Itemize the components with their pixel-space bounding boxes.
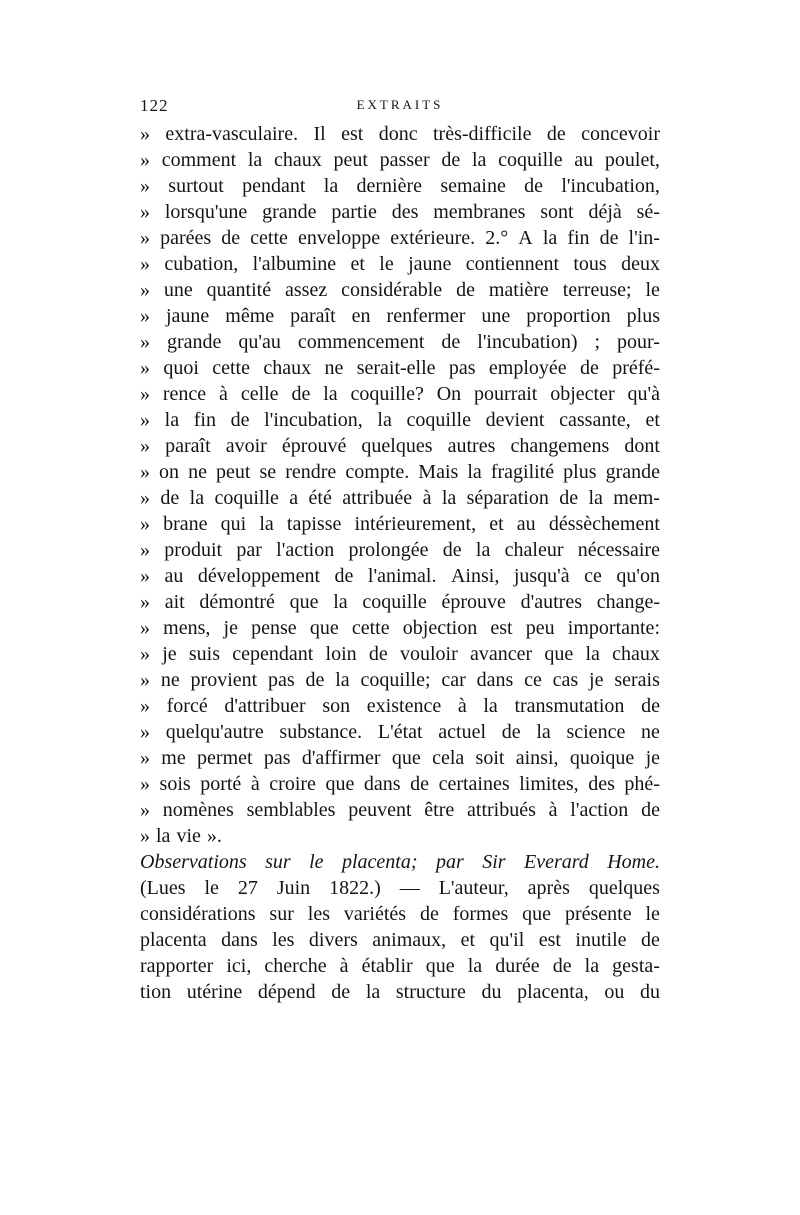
text-line: » parées de cette enveloppe extérieure. 2.° A la fin de l'in- [140,227,660,249]
text-line: » grande qu'au commencement de l'incubation) ; pour- [140,331,660,353]
text-line: » cubation, l'albumine et le jaune contiennent tous deux [140,253,660,275]
text-line: » nomènes semblables peuvent être attribués à l'action de [140,799,660,821]
text-line: » au développement de l'animal. Ainsi, jusqu'à ce qu'on [140,565,660,587]
text-line: » mens, je pense que cette objection est peu importante: [140,617,660,639]
text-line: » me permet pas d'affirmer que cela soit ainsi, quoique je [140,747,660,769]
text-line: placenta dans les divers animaux, et qu'il est inutile de [140,929,660,951]
text-line: » ne provient pas de la coquille; car dans ce cas je serais [140,669,660,691]
text-line: » quelqu'autre substance. L'état actuel de la science ne [140,721,660,743]
text-line: rapporter ici, cherche à établir que la durée de la gesta- [140,955,660,977]
text-line: » sois porté à croire que dans de certaines limites, des phé- [140,773,660,795]
text-line: » la vie ». [140,825,222,847]
text-line: » jaune même paraît en renfermer une proportion plus [140,305,660,327]
body-text [140,121,660,1005]
text-line: » une quantité assez considérable de matière terreuse; le [140,279,660,301]
text-line: » rence à celle de la coquille? On pourrait objecter qu'à [140,383,660,405]
text-line: » je suis cependant loin de vouloir avancer que la chaux [140,643,660,665]
section-title: Observations sur le placenta; par Sir Everard Home. [140,851,660,873]
text-line: » extra-vasculaire. Il est donc très-difficile de concevoir [140,123,660,145]
text-line: » brane qui la tapisse intérieurement, et au déssèchement [140,513,660,535]
text-line: » comment la chaux peut passer de la coquille au poulet, [140,149,660,171]
text-line: (Lues le 27 Juin 1822.) — L'auteur, après quelques [140,877,660,899]
text-line: » forcé d'attribuer son existence à la transmutation de [140,695,660,717]
page-header [140,96,660,120]
text-line: » produit par l'action prolongée de la chaleur nécessaire [140,539,660,561]
text-line: » surtout pendant la dernière semaine de l'incubation, [140,175,660,197]
text-line: » ait démontré que la coquille éprouve d'autres change- [140,591,660,613]
running-head: EXTRAITS [356,97,444,112]
text-line: » lorsqu'une grande partie des membranes sont déjà sé- [140,201,660,223]
page-number: 122 [140,96,169,115]
text-line: considérations sur les variétés de formes que présente le [140,903,660,925]
text-line: » de la coquille a été attribuée à la séparation de la mem- [140,487,660,509]
text-line: » on ne peut se rendre compte. Mais la fragilité plus grande [140,461,660,483]
text-line: tion utérine dépend de la structure du placenta, ou du [140,981,660,1003]
text-line: » quoi cette chaux ne serait-elle pas employée de préfé- [140,357,660,379]
text-line: » la fin de l'incubation, la coquille devient cassante, et [140,409,660,431]
text-line: » paraît avoir éprouvé quelques autres changemens dont [140,435,660,457]
